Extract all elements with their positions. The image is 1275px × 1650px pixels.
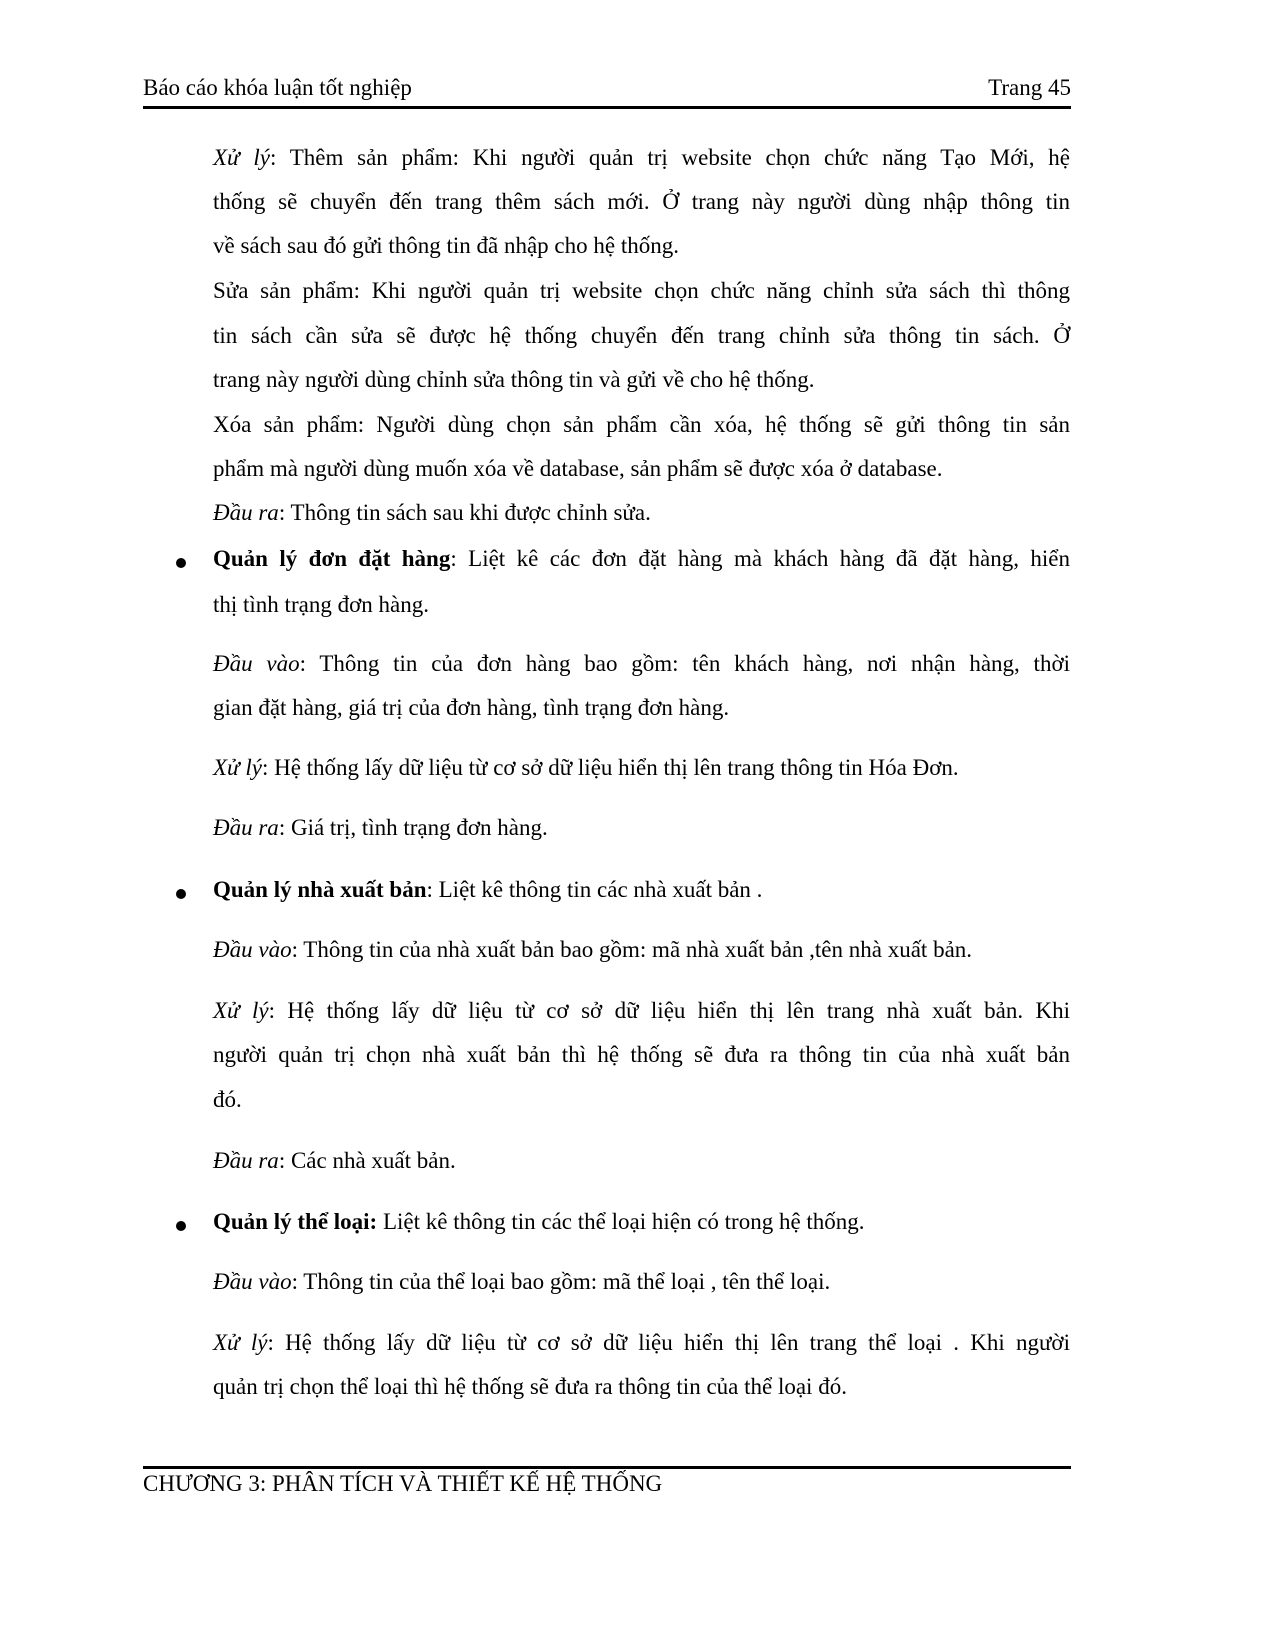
paragraph-line: người quản trị chọn nhà xuất bản thì hệ thống sẽ đưa ra thông tin của nhà xuất bản <box>213 1042 1070 1067</box>
page-header <box>143 72 1071 104</box>
input-label: Đầu vào <box>213 937 292 962</box>
section-title: Quản lý thể loại: <box>213 1209 378 1234</box>
process-label: Xử lý <box>213 998 269 1023</box>
paragraph-line: Đầu ra: Thông tin sách sau khi được chỉnh sửa. <box>213 500 651 525</box>
bullet-icon <box>176 889 186 899</box>
paragraph-line: về sách sau đó gửi thông tin đã nhập cho hệ thống. <box>213 233 679 258</box>
header-divider <box>143 106 1071 109</box>
output-label: Đầu ra <box>213 500 279 525</box>
paragraph-line: Xử lý: Thêm sản phẩm: Khi người quản trị website chọn chức năng Tạo Mới, hệ <box>213 145 1070 170</box>
process-label: Xử lý <box>213 1330 268 1355</box>
paragraph-line: đó. <box>213 1087 242 1112</box>
input-label: Đầu vào <box>213 1269 292 1294</box>
paragraph-line: Xử lý: Hệ thống lấy dữ liệu từ cơ sở dữ liệu hiển thị lên trang nhà xuất bản. Khi <box>213 998 1070 1023</box>
bullet-icon <box>176 1221 186 1231</box>
list-item-order-management: Quản lý đơn đặt hàng: Liệt kê các đơn đặt hàng mà khách hàng đã đặt hàng, hiển <box>213 546 1070 571</box>
paragraph-line: Đầu ra: Giá trị, tình trạng đơn hàng. <box>213 815 548 840</box>
section-title: Quản lý đơn đặt hàng <box>213 546 451 571</box>
section-title: Quản lý nhà xuất bản <box>213 877 427 902</box>
paragraph-line: thị tình trạng đơn hàng. <box>213 592 429 617</box>
paragraph-line: Xử lý: Hệ thống lấy dữ liệu từ cơ sở dữ liệu hiển thị lên trang thông tin Hóa Đơn. <box>213 755 959 780</box>
paragraph-line: Đầu ra: Các nhà xuất bản. <box>213 1148 456 1173</box>
bullet-icon <box>176 558 186 568</box>
output-label: Đầu ra <box>213 1148 279 1173</box>
paragraph-line: Xóa sản phẩm: Người dùng chọn sản phẩm cần xóa, hệ thống sẽ gửi thông tin sản <box>213 412 1070 437</box>
paragraph-line: trang này người dùng chỉnh sửa thông tin và gửi về cho hệ thống. <box>213 367 815 392</box>
process-label: Xử lý <box>213 755 262 780</box>
list-item-publisher-management: Quản lý nhà xuất bản: Liệt kê thông tin các nhà xuất bản . <box>213 877 763 902</box>
list-item-category-management: Quản lý thể loại: Liệt kê thông tin các thể loại hiện có trong hệ thống. <box>213 1209 865 1234</box>
paragraph-line: phẩm mà người dùng muốn xóa về database, sản phẩm sẽ được xóa ở database. <box>213 456 943 481</box>
paragraph-line: Đầu vào: Thông tin của nhà xuất bản bao gồm: mã nhà xuất bản ,tên nhà xuất bản. <box>213 937 973 962</box>
paragraph-line: Sửa sản phẩm: Khi người quản trị website chọn chức năng chỉnh sửa sách thì thông <box>213 278 1070 303</box>
paragraph-line: tin sách cần sửa sẽ được hệ thống chuyển đến trang chỉnh sửa thông tin sách. Ở <box>213 323 1070 348</box>
page-number: Trang 45 <box>988 75 1071 100</box>
output-label: Đầu ra <box>213 815 279 840</box>
paragraph-line: Đầu vào: Thông tin của đơn hàng bao gồm: tên khách hàng, nơi nhận hàng, thời <box>213 651 1071 676</box>
paragraph-line: thống sẽ chuyển đến trang thêm sách mới. Ở trang này người dùng nhập thông tin <box>213 189 1070 214</box>
paragraph-line: quản trị chọn thể loại thì hệ thống sẽ đưa ra thông tin của thể loại đó. <box>213 1374 847 1399</box>
document-title: Báo cáo khóa luận tốt nghiệp <box>143 75 412 100</box>
paragraph-line: Xử lý: Hệ thống lấy dữ liệu từ cơ sở dữ liệu hiển thị lên trang thể loại . Khi người <box>213 1330 1070 1355</box>
paragraph-line: Đầu vào: Thông tin của thể loại bao gồm: mã thể loại , tên thể loại. <box>213 1269 831 1294</box>
chapter-footer: CHƯƠNG 3: PHÂN TÍCH VÀ THIẾT KẾ HỆ THỐNG <box>143 1471 663 1496</box>
input-label: Đầu vào <box>213 651 300 676</box>
paragraph-line: gian đặt hàng, giá trị của đơn hàng, tình trạng đơn hàng. <box>213 695 730 720</box>
process-label: Xử lý <box>213 145 270 170</box>
